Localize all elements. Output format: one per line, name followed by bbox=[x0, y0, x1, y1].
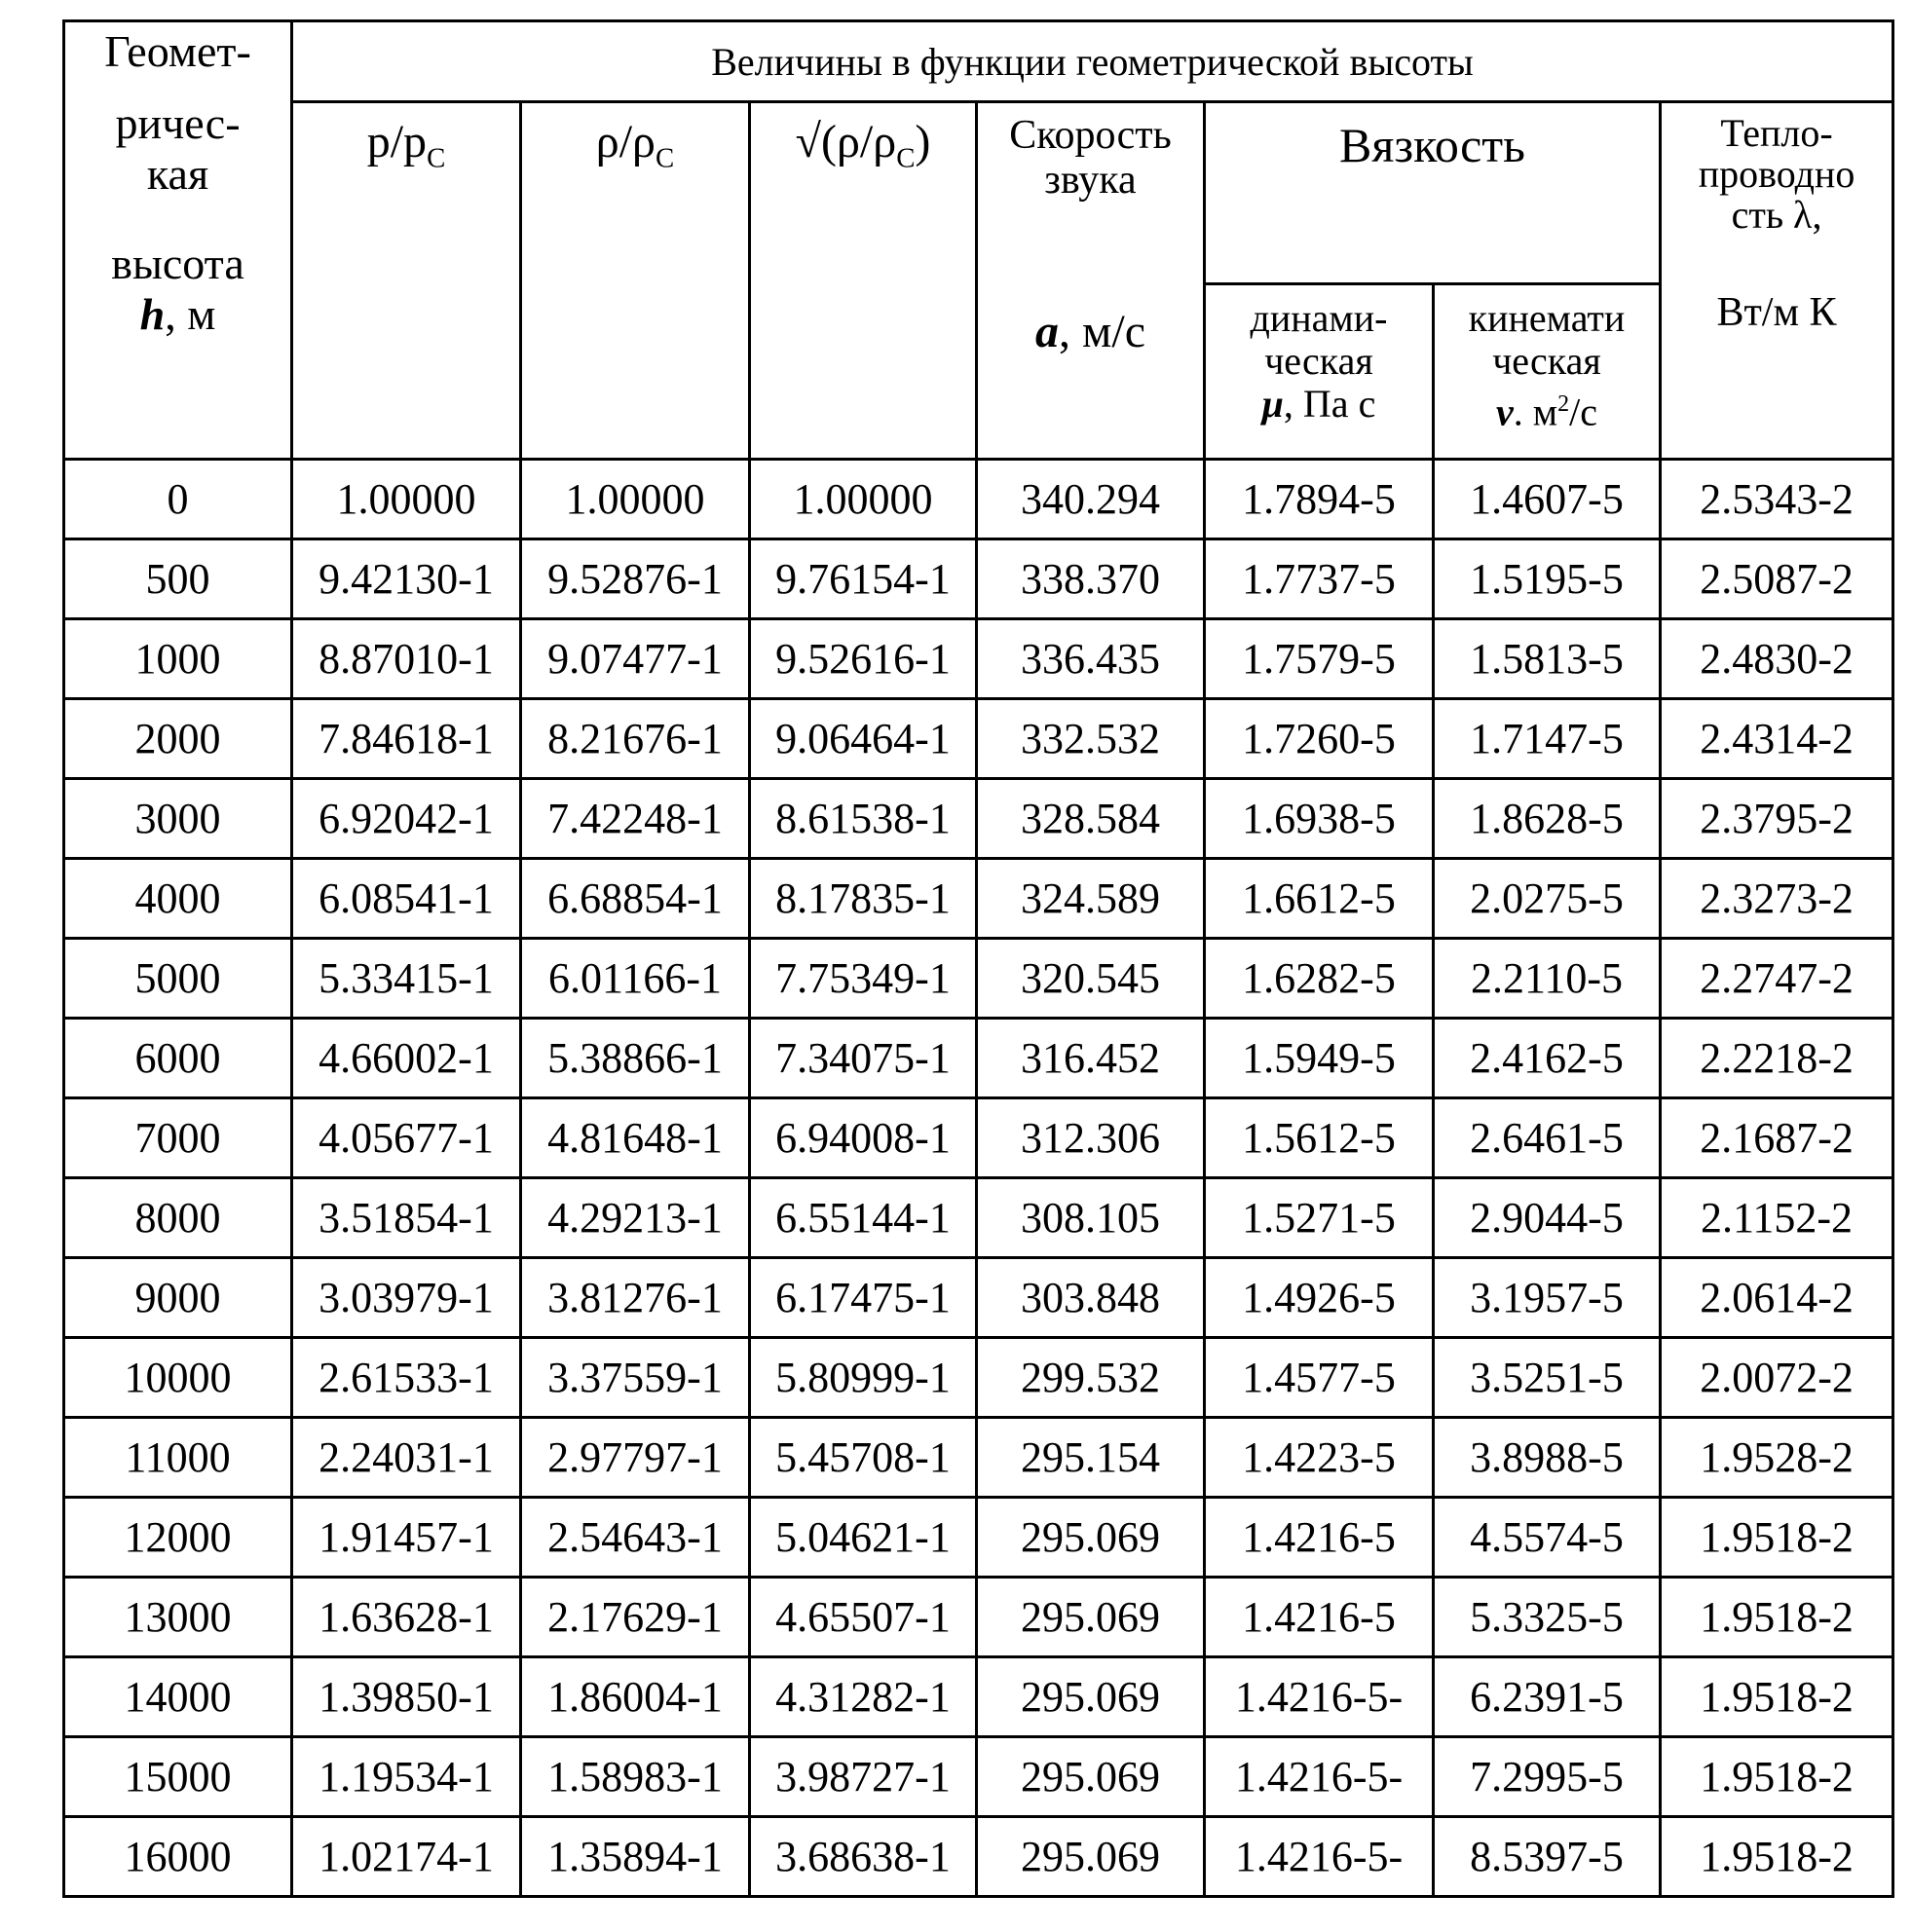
cell-kinematic-viscosity: 1.4607-5 bbox=[1434, 460, 1661, 539]
cell-thermal-conductivity: 2.1152-2 bbox=[1661, 1178, 1893, 1258]
cell-dynamic-viscosity: 1.7737-5 bbox=[1205, 539, 1434, 619]
header-dynamic-line1: динами- bbox=[1250, 296, 1388, 340]
cell-sound-speed: 295.069 bbox=[977, 1578, 1205, 1657]
header-sound-speed-symbol: a bbox=[1034, 306, 1059, 357]
cell-sqrt-density-ratio: 5.45708-1 bbox=[750, 1418, 977, 1498]
header-altitude-symbol: h bbox=[139, 289, 166, 339]
table-row bbox=[64, 1098, 1893, 1178]
header-sound-speed-line2: звука bbox=[1044, 158, 1137, 203]
header-sqrt-density-ratio-sub: C bbox=[896, 142, 916, 174]
header-group-title: Величины в функции геометрической высоты bbox=[292, 21, 1893, 102]
cell-dynamic-viscosity: 1.7260-5 bbox=[1205, 699, 1434, 779]
cell-thermal-conductivity: 2.5087-2 bbox=[1661, 539, 1893, 619]
cell-sqrt-density-ratio: 5.04621-1 bbox=[750, 1498, 977, 1578]
cell-altitude: 9000 bbox=[64, 1258, 292, 1338]
cell-density-ratio: 2.54643-1 bbox=[521, 1498, 750, 1578]
cell-density-ratio: 1.00000 bbox=[521, 460, 750, 539]
cell-dynamic-viscosity: 1.7894-5 bbox=[1205, 460, 1434, 539]
cell-thermal-conductivity: 2.0614-2 bbox=[1661, 1258, 1893, 1338]
header-altitude-line2: ричес- bbox=[115, 98, 241, 148]
table-row bbox=[64, 1578, 1893, 1657]
cell-altitude: 15000 bbox=[64, 1737, 292, 1817]
header-kinematic-line1: кинемати bbox=[1468, 296, 1626, 340]
cell-sqrt-density-ratio: 6.55144-1 bbox=[750, 1178, 977, 1258]
cell-sqrt-density-ratio: 6.94008-1 bbox=[750, 1098, 977, 1178]
cell-dynamic-viscosity: 1.4216-5 bbox=[1205, 1498, 1434, 1578]
cell-altitude: 13000 bbox=[64, 1578, 292, 1657]
header-kinematic-unit-sup: 2 bbox=[1557, 391, 1570, 417]
cell-kinematic-viscosity: 1.8628-5 bbox=[1434, 779, 1661, 859]
cell-altitude: 3000 bbox=[64, 779, 292, 859]
header-thermal-line2: проводно bbox=[1698, 152, 1855, 196]
cell-density-ratio: 1.35894-1 bbox=[521, 1817, 750, 1897]
header-thermal-conductivity bbox=[1661, 102, 1893, 460]
header-kinematic-symbol: ν bbox=[1496, 390, 1514, 434]
cell-altitude: 6000 bbox=[64, 1019, 292, 1098]
header-kinematic-unit-post: /с bbox=[1569, 390, 1597, 434]
cell-sqrt-density-ratio: 4.31282-1 bbox=[750, 1657, 977, 1737]
cell-sound-speed: 340.294 bbox=[977, 460, 1205, 539]
cell-thermal-conductivity: 2.4830-2 bbox=[1661, 619, 1893, 699]
cell-thermal-conductivity: 2.3795-2 bbox=[1661, 779, 1893, 859]
table-header bbox=[64, 21, 1893, 460]
cell-altitude: 16000 bbox=[64, 1817, 292, 1897]
cell-kinematic-viscosity: 3.8988-5 bbox=[1434, 1418, 1661, 1498]
cell-sound-speed: 295.154 bbox=[977, 1418, 1205, 1498]
cell-sqrt-density-ratio: 4.65507-1 bbox=[750, 1578, 977, 1657]
cell-sound-speed: 336.435 bbox=[977, 619, 1205, 699]
header-thermal-line1: Тепло- bbox=[1720, 111, 1833, 155]
cell-thermal-conductivity: 2.0072-2 bbox=[1661, 1338, 1893, 1418]
cell-thermal-conductivity: 2.5343-2 bbox=[1661, 460, 1893, 539]
header-pressure-ratio-main: p/p bbox=[366, 116, 428, 167]
cell-altitude: 12000 bbox=[64, 1498, 292, 1578]
cell-sqrt-density-ratio: 7.75349-1 bbox=[750, 939, 977, 1019]
cell-kinematic-viscosity: 2.6461-5 bbox=[1434, 1098, 1661, 1178]
cell-altitude: 1000 bbox=[64, 619, 292, 699]
cell-dynamic-viscosity: 1.4216-5- bbox=[1205, 1737, 1434, 1817]
table-row bbox=[64, 1338, 1893, 1418]
cell-thermal-conductivity: 1.9528-2 bbox=[1661, 1418, 1893, 1498]
cell-sound-speed: 295.069 bbox=[977, 1817, 1205, 1897]
cell-kinematic-viscosity: 6.2391-5 bbox=[1434, 1657, 1661, 1737]
cell-kinematic-viscosity: 2.9044-5 bbox=[1434, 1178, 1661, 1258]
cell-pressure-ratio: 1.19534-1 bbox=[292, 1737, 521, 1817]
header-density-ratio-main: ρ/ρ bbox=[595, 116, 656, 167]
header-altitude-line4: высота bbox=[111, 239, 244, 288]
cell-sound-speed: 332.532 bbox=[977, 699, 1205, 779]
cell-kinematic-viscosity: 7.2995-5 bbox=[1434, 1737, 1661, 1817]
cell-pressure-ratio: 5.33415-1 bbox=[292, 939, 521, 1019]
cell-altitude: 0 bbox=[64, 460, 292, 539]
cell-kinematic-viscosity: 4.5574-5 bbox=[1434, 1498, 1661, 1578]
cell-sqrt-density-ratio: 3.98727-1 bbox=[750, 1737, 977, 1817]
table-row bbox=[64, 619, 1893, 699]
header-dynamic-symbol: μ bbox=[1261, 382, 1284, 426]
cell-sqrt-density-ratio: 5.80999-1 bbox=[750, 1338, 977, 1418]
cell-kinematic-viscosity: 3.1957-5 bbox=[1434, 1258, 1661, 1338]
cell-thermal-conductivity: 2.2218-2 bbox=[1661, 1019, 1893, 1098]
cell-kinematic-viscosity: 1.5813-5 bbox=[1434, 619, 1661, 699]
cell-thermal-conductivity: 1.9518-2 bbox=[1661, 1578, 1893, 1657]
header-density-ratio bbox=[521, 102, 750, 460]
cell-kinematic-viscosity: 2.0275-5 bbox=[1434, 859, 1661, 939]
cell-dynamic-viscosity: 1.5949-5 bbox=[1205, 1019, 1434, 1098]
cell-thermal-conductivity: 1.9518-2 bbox=[1661, 1817, 1893, 1897]
cell-altitude: 5000 bbox=[64, 939, 292, 1019]
cell-sqrt-density-ratio: 9.76154-1 bbox=[750, 539, 977, 619]
cell-altitude: 4000 bbox=[64, 859, 292, 939]
cell-sqrt-density-ratio: 7.34075-1 bbox=[750, 1019, 977, 1098]
cell-density-ratio: 4.29213-1 bbox=[521, 1178, 750, 1258]
cell-sqrt-density-ratio: 1.00000 bbox=[750, 460, 977, 539]
cell-density-ratio: 5.38866-1 bbox=[521, 1019, 750, 1098]
cell-pressure-ratio: 1.02174-1 bbox=[292, 1817, 521, 1897]
cell-kinematic-viscosity: 1.5195-5 bbox=[1434, 539, 1661, 619]
cell-kinematic-viscosity: 5.3325-5 bbox=[1434, 1578, 1661, 1657]
cell-dynamic-viscosity: 1.4216-5 bbox=[1205, 1578, 1434, 1657]
cell-sqrt-density-ratio: 8.61538-1 bbox=[750, 779, 977, 859]
header-density-ratio-sub: C bbox=[656, 142, 675, 174]
cell-altitude: 11000 bbox=[64, 1418, 292, 1498]
cell-thermal-conductivity: 1.9518-2 bbox=[1661, 1498, 1893, 1578]
header-altitude-unit: , м bbox=[165, 289, 216, 339]
header-altitude bbox=[64, 21, 292, 460]
cell-density-ratio: 7.42248-1 bbox=[521, 779, 750, 859]
cell-sound-speed: 303.848 bbox=[977, 1258, 1205, 1338]
cell-pressure-ratio: 6.08541-1 bbox=[292, 859, 521, 939]
header-kinematic-line2: ческая bbox=[1492, 339, 1601, 383]
cell-sqrt-density-ratio: 8.17835-1 bbox=[750, 859, 977, 939]
cell-density-ratio: 2.17629-1 bbox=[521, 1578, 750, 1657]
cell-pressure-ratio: 7.84618-1 bbox=[292, 699, 521, 779]
cell-sqrt-density-ratio: 3.68638-1 bbox=[750, 1817, 977, 1897]
cell-sqrt-density-ratio: 9.06464-1 bbox=[750, 699, 977, 779]
cell-dynamic-viscosity: 1.5271-5 bbox=[1205, 1178, 1434, 1258]
cell-pressure-ratio: 1.39850-1 bbox=[292, 1657, 521, 1737]
cell-dynamic-viscosity: 1.4926-5 bbox=[1205, 1258, 1434, 1338]
cell-density-ratio: 9.07477-1 bbox=[521, 619, 750, 699]
header-kinematic-unit-pre: . м bbox=[1513, 390, 1558, 434]
header-viscosity: Вязкость bbox=[1205, 102, 1661, 284]
header-sqrt-density-ratio-tail: ) bbox=[915, 116, 931, 167]
header-pressure-ratio bbox=[292, 102, 521, 460]
header-altitude-line3: кая bbox=[146, 149, 209, 199]
cell-pressure-ratio: 2.24031-1 bbox=[292, 1418, 521, 1498]
cell-sound-speed: 312.306 bbox=[977, 1098, 1205, 1178]
cell-kinematic-viscosity: 2.2110-5 bbox=[1434, 939, 1661, 1019]
cell-sound-speed: 338.370 bbox=[977, 539, 1205, 619]
cell-density-ratio: 3.81276-1 bbox=[521, 1258, 750, 1338]
cell-pressure-ratio: 9.42130-1 bbox=[292, 539, 521, 619]
cell-kinematic-viscosity: 1.7147-5 bbox=[1434, 699, 1661, 779]
cell-dynamic-viscosity: 1.6612-5 bbox=[1205, 859, 1434, 939]
cell-sound-speed: 299.532 bbox=[977, 1338, 1205, 1418]
cell-altitude: 500 bbox=[64, 539, 292, 619]
header-sound-speed-line1: Скорость bbox=[1009, 113, 1172, 158]
cell-dynamic-viscosity: 1.6282-5 bbox=[1205, 939, 1434, 1019]
header-sound-speed-unit: , м/с bbox=[1058, 306, 1145, 357]
table-body bbox=[64, 460, 1893, 1897]
table-row bbox=[64, 779, 1893, 859]
cell-pressure-ratio: 1.63628-1 bbox=[292, 1578, 521, 1657]
cell-dynamic-viscosity: 1.7579-5 bbox=[1205, 619, 1434, 699]
cell-density-ratio: 6.01166-1 bbox=[521, 939, 750, 1019]
cell-pressure-ratio: 4.05677-1 bbox=[292, 1098, 521, 1178]
cell-thermal-conductivity: 2.4314-2 bbox=[1661, 699, 1893, 779]
cell-dynamic-viscosity: 1.4577-5 bbox=[1205, 1338, 1434, 1418]
cell-dynamic-viscosity: 1.6938-5 bbox=[1205, 779, 1434, 859]
cell-density-ratio: 1.86004-1 bbox=[521, 1657, 750, 1737]
cell-density-ratio: 3.37559-1 bbox=[521, 1338, 750, 1418]
cell-density-ratio: 6.68854-1 bbox=[521, 859, 750, 939]
cell-pressure-ratio: 3.03979-1 bbox=[292, 1258, 521, 1338]
table-row bbox=[64, 699, 1893, 779]
cell-dynamic-viscosity: 1.4216-5- bbox=[1205, 1817, 1434, 1897]
header-thermal-unit: Вт/м К bbox=[1716, 290, 1837, 335]
cell-pressure-ratio: 1.91457-1 bbox=[292, 1498, 521, 1578]
cell-altitude: 7000 bbox=[64, 1098, 292, 1178]
cell-thermal-conductivity: 1.9518-2 bbox=[1661, 1657, 1893, 1737]
cell-altitude: 2000 bbox=[64, 699, 292, 779]
cell-thermal-conductivity: 2.3273-2 bbox=[1661, 859, 1893, 939]
cell-dynamic-viscosity: 1.5612-5 bbox=[1205, 1098, 1434, 1178]
cell-kinematic-viscosity: 8.5397-5 bbox=[1434, 1817, 1661, 1897]
cell-thermal-conductivity: 2.1687-2 bbox=[1661, 1098, 1893, 1178]
cell-sound-speed: 295.069 bbox=[977, 1498, 1205, 1578]
cell-sound-speed: 308.105 bbox=[977, 1178, 1205, 1258]
cell-density-ratio: 9.52876-1 bbox=[521, 539, 750, 619]
table-row bbox=[64, 539, 1893, 619]
table-row bbox=[64, 1258, 1893, 1338]
table-row bbox=[64, 939, 1893, 1019]
standard-atmosphere-table bbox=[62, 19, 1894, 1898]
cell-dynamic-viscosity: 1.4223-5 bbox=[1205, 1418, 1434, 1498]
cell-density-ratio: 2.97797-1 bbox=[521, 1418, 750, 1498]
cell-pressure-ratio: 8.87010-1 bbox=[292, 619, 521, 699]
cell-altitude: 14000 bbox=[64, 1657, 292, 1737]
header-sqrt-density-ratio bbox=[750, 102, 977, 460]
header-sqrt-density-ratio-main: √(ρ/ρ bbox=[795, 116, 897, 167]
header-dynamic-line2: ческая bbox=[1264, 339, 1373, 383]
cell-pressure-ratio: 2.61533-1 bbox=[292, 1338, 521, 1418]
cell-sqrt-density-ratio: 9.52616-1 bbox=[750, 619, 977, 699]
cell-dynamic-viscosity: 1.4216-5- bbox=[1205, 1657, 1434, 1737]
cell-density-ratio: 1.58983-1 bbox=[521, 1737, 750, 1817]
cell-thermal-conductivity: 1.9518-2 bbox=[1661, 1737, 1893, 1817]
cell-altitude: 8000 bbox=[64, 1178, 292, 1258]
header-altitude-line1: Геомет- bbox=[104, 26, 251, 76]
table-row bbox=[64, 1737, 1893, 1817]
cell-pressure-ratio: 1.00000 bbox=[292, 460, 521, 539]
cell-sound-speed: 295.069 bbox=[977, 1737, 1205, 1817]
cell-pressure-ratio: 3.51854-1 bbox=[292, 1178, 521, 1258]
header-thermal-line3: сть λ, bbox=[1731, 193, 1822, 237]
cell-sqrt-density-ratio: 6.17475-1 bbox=[750, 1258, 977, 1338]
cell-sound-speed: 316.452 bbox=[977, 1019, 1205, 1098]
header-viscosity-kinematic bbox=[1434, 284, 1661, 460]
table-row bbox=[64, 1817, 1893, 1897]
table-row bbox=[64, 1657, 1893, 1737]
cell-sound-speed: 295.069 bbox=[977, 1657, 1205, 1737]
cell-kinematic-viscosity: 2.4162-5 bbox=[1434, 1019, 1661, 1098]
table-row bbox=[64, 1178, 1893, 1258]
cell-pressure-ratio: 6.92042-1 bbox=[292, 779, 521, 859]
header-dynamic-unit: , Па с bbox=[1283, 382, 1376, 426]
table-row bbox=[64, 1418, 1893, 1498]
cell-density-ratio: 4.81648-1 bbox=[521, 1098, 750, 1178]
cell-density-ratio: 8.21676-1 bbox=[521, 699, 750, 779]
header-sound-speed bbox=[977, 102, 1205, 460]
cell-thermal-conductivity: 2.2747-2 bbox=[1661, 939, 1893, 1019]
table-row bbox=[64, 460, 1893, 539]
table-row bbox=[64, 1019, 1893, 1098]
cell-sound-speed: 320.545 bbox=[977, 939, 1205, 1019]
table-row bbox=[64, 1498, 1893, 1578]
cell-altitude: 10000 bbox=[64, 1338, 292, 1418]
cell-sound-speed: 328.584 bbox=[977, 779, 1205, 859]
cell-kinematic-viscosity: 3.5251-5 bbox=[1434, 1338, 1661, 1418]
header-pressure-ratio-sub: C bbox=[427, 142, 446, 174]
table-row bbox=[64, 859, 1893, 939]
cell-pressure-ratio: 4.66002-1 bbox=[292, 1019, 521, 1098]
cell-sound-speed: 324.589 bbox=[977, 859, 1205, 939]
header-viscosity-dynamic bbox=[1205, 284, 1434, 460]
